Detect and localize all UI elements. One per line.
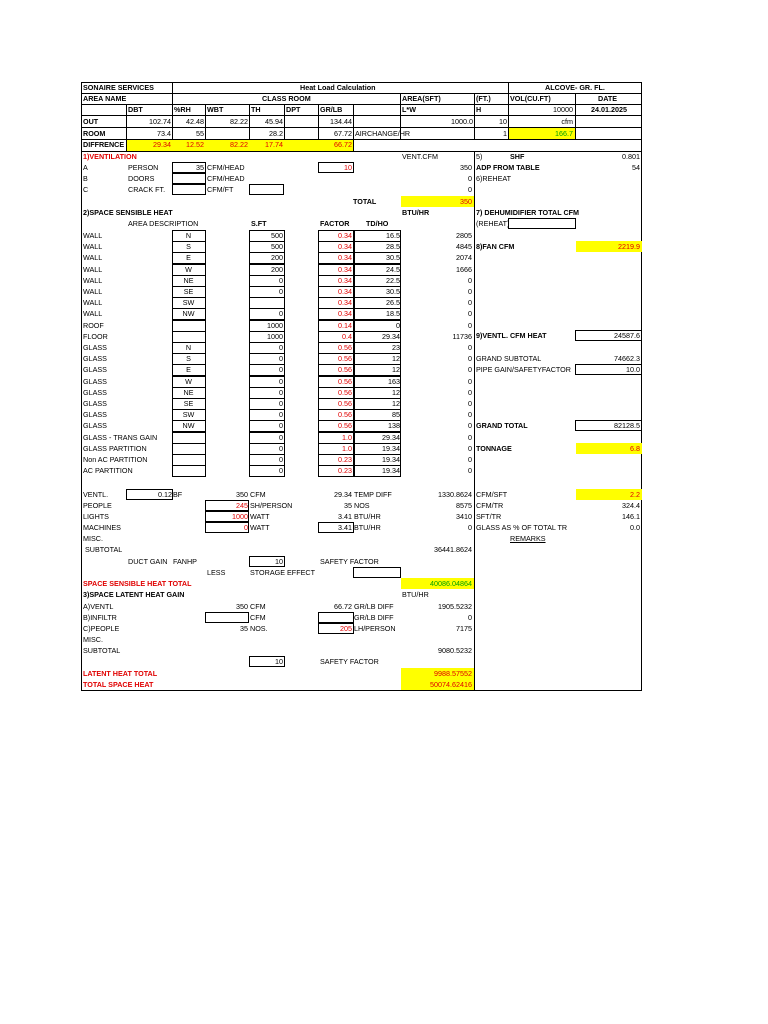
diff-rh: 12.52 [186,140,204,149]
ventl-cfm: 350 [236,490,248,499]
sensible-btu: 0 [468,377,472,386]
room-label: ROOM [83,129,106,138]
sensible-label: GLASS [83,354,107,363]
sensible-btu: 4845 [456,242,472,251]
sensible-label: GLASS [83,410,107,419]
sensible-sft[interactable]: 0 [279,433,283,442]
sensible-dir[interactable]: E [186,365,191,374]
fanhp-label: FANHP [173,557,197,566]
sensible-sft[interactable]: 200 [271,253,283,262]
less-label: LESS [207,568,226,577]
ventl-bf-label: BF [173,490,183,499]
reheat-label: 6)REHEAT [476,174,512,183]
sensible-factor: 0.56 [338,421,352,430]
sensible-td: 12 [392,354,400,363]
sensible-dir[interactable] [173,332,204,342]
grand-subtotal-label: GRAND SUBTOTAL [476,354,542,363]
tonnage-value: 6.8 [630,444,640,453]
latent-title: 3)SPACE LATENT HEAT GAIN [83,590,185,599]
sensible-btu: 2805 [456,231,472,240]
machines-value: 0 [468,523,472,532]
people-sh[interactable]: 245 [236,501,248,510]
tonnage-label: TONNAGE [476,444,512,453]
sensible-dir[interactable]: NW [182,421,195,430]
btuhr-label: BTU/HR [402,208,430,217]
sensible-factor: 0.56 [338,343,352,352]
sensible-factor: 0.4 [342,332,352,341]
sensible-factor: 0.56 [338,388,352,397]
sensible-btu: 11736 [452,332,472,341]
machines-watt-label: WATT [250,523,270,532]
vent-factor-person[interactable]: 10 [344,163,352,172]
pipe-gain-value[interactable]: 10.0 [626,365,640,374]
grand-subtotal-value: 74662.3 [614,354,640,363]
vent-cfm-heat-label: 9)VENTL. CFM HEAT [476,331,547,340]
vol-label: VOL(CU.FT) [510,94,551,103]
sensible-td: 12 [392,399,400,408]
sensible-label: GLASS [83,377,107,386]
sensible-td: 23 [392,343,400,352]
airchange-value: 1 [503,129,507,138]
room-dbt: 73.4 [157,129,171,138]
sensible-td: 30.5 [386,253,400,262]
sensible-factor: 0.56 [338,365,352,374]
sensible-td: 19.34 [382,444,400,453]
sft-tr-value: 146.1 [622,512,640,521]
h-label: H [476,105,482,114]
out-th: 45.94 [265,117,283,126]
vent-key-a: A [83,163,88,172]
sensible-label: WALL [83,265,103,274]
sensible-btu: 0 [468,388,472,397]
people-sh-label: SH/PERSON [250,501,293,510]
sensible-td: 163 [388,377,400,386]
sensible-sft[interactable]: 0 [279,365,283,374]
lat-ventl-cfm: 350 [236,602,248,611]
out-label: OUT [83,117,99,126]
sensible-label: GLASS [83,421,107,430]
vent-label-person: PERSON [128,163,159,172]
vent-total-label: TOTAL [353,197,377,206]
lights-watt[interactable]: 1000 [232,512,248,521]
vent-cfm-label: VENT.CFM [402,152,438,161]
sensible-td: 19.34 [382,455,400,464]
sensible-dir[interactable] [173,321,204,331]
diff-dbt: 29.34 [153,140,171,149]
sensible-factor: 0.56 [338,354,352,363]
sft-label: S.FT [251,219,267,228]
lights-watt-label: WATT [250,512,270,521]
lat-ventl-label: A)VENTL [83,602,114,611]
sensible-btu: 2074 [456,253,472,262]
date-label: DATE [598,94,618,103]
sensible-label: AC PARTITION [83,466,133,475]
sensible-sft[interactable]: 500 [271,231,283,240]
sensible-factor: 0.56 [338,377,352,386]
lat-people-label: C)PEOPLE [83,624,120,633]
diff-grlb: 66.72 [334,140,352,149]
sensible-dir[interactable] [173,466,204,476]
shf-label: SHF [510,152,525,161]
sensible-btu: 0 [468,309,472,318]
sensible-sft[interactable]: 0 [279,410,283,419]
reheat2-label: (REHEAT) [476,219,510,228]
sensible-label: WALL [83,298,103,307]
sensible-sft[interactable]: 1000 [267,321,283,330]
sensible-btu: 0 [468,466,472,475]
sensible-factor: 0.14 [338,321,352,330]
sensible-sft[interactable]: 0 [279,455,283,464]
sensible-factor: 0.34 [338,287,352,296]
remarks-label: REMARKS [510,534,546,543]
sensible-td: 26.5 [386,298,400,307]
lat-people-value: 7175 [456,624,472,633]
sensible-dir[interactable]: SW [182,298,195,307]
sensible-btu: 0 [468,276,472,285]
sensible-factor: 0.56 [338,410,352,419]
sensible-sft[interactable]: 0 [279,354,283,363]
sensible-sft[interactable]: 0 [279,421,283,430]
cfm-tr-label: CFM/TR [476,501,504,510]
sensible-dir[interactable]: S [186,242,191,251]
tsh-value: 50074.62416 [430,680,472,689]
vent-value-doors: 0 [468,174,472,183]
tdho-label: TD/HO [366,219,389,228]
room-rh: 55 [196,129,204,138]
sensible-td: 24.5 [386,265,400,274]
adp-value: 54 [632,163,640,172]
sensible-dir[interactable]: N [185,231,192,240]
sensible-btu: 0 [468,321,472,330]
vent-unit-person: CFM/HEAD [207,163,245,172]
sensible-btu: 0 [468,287,472,296]
sensible-label: GLASS PARTITION [83,444,147,453]
out-grlb: 134.44 [330,117,352,126]
vent-key-c: C [83,185,89,194]
sensible-td: 28.5 [386,242,400,251]
fan-cfm-label: 8)FAN CFM [476,242,515,251]
ventl-bf[interactable]: 0.12 [158,490,172,499]
storage-label: STORAGE EFFECT [250,568,315,577]
cfm-label: cfm [561,117,573,126]
sensible-td: 18.5 [386,309,400,318]
sensible-td: 19.34 [382,466,400,475]
sensible-label: GLASS [83,388,107,397]
sensible-btu: 0 [468,444,472,453]
diff-label: DIFFRENCE [83,140,125,149]
ventl-value: 1330.8624 [438,490,472,499]
lat-infil-value: 0 [468,613,472,622]
area-desc-label: AREA DESCRIPTION [128,219,199,228]
sensible-dir[interactable] [173,455,204,465]
subtotal-label: SUBTOTAL [85,545,123,554]
sensible-td: 138 [388,421,400,430]
machines-label: MACHINES [83,523,121,532]
lh-total-label: LATENT HEAT TOTAL [83,669,158,678]
sensible-label: WALL [83,309,103,318]
airchange-cfm: 166.7 [555,129,573,138]
people-label: PEOPLE [83,501,112,510]
lat-ventl-cfm-label: CFM [250,602,266,611]
sensible-dir[interactable]: W [185,377,192,386]
vent-value-person: 350 [460,163,472,172]
sensible-label: WALL [83,253,103,262]
sensible-factor: 1.0 [342,444,352,453]
people-nos: 35 [344,501,352,510]
date-value: 24.01.2025 [591,105,627,114]
lat-people-nos-label: NOS. [250,624,268,633]
sensible-label: Non AC PARTITION [83,455,148,464]
sensible-factor: 0.34 [338,309,352,318]
tsh-label: TOTAL SPACE HEAT [83,680,154,689]
col-wbt: WBT [207,105,224,114]
vent-unit-crack: CFM/FT [207,185,234,194]
cfm-sft-value: 2.2 [630,490,640,499]
safety-label: SAFETY FACTOR [320,557,379,566]
ventl-td: 29.34 [334,490,352,499]
sensible-label: GLASS [83,399,107,408]
location: ALCOVE- GR. FL. [545,83,605,92]
sensible-label: GLASS [83,365,107,374]
sensible-factor: 0.34 [338,298,352,307]
sensible-label: GLASS [83,343,107,352]
factor-label: FACTOR [320,219,350,228]
sensible-dir[interactable]: N [185,343,192,352]
sensible-td: 12 [392,388,400,397]
sensible-dir[interactable] [173,444,204,454]
grand-total-value: 82128.5 [614,421,640,430]
lat-ventl-gr: 66.72 [334,602,352,611]
sensible-dir[interactable]: SW [182,410,195,419]
grand-total-label: GRAND TOTAL [476,421,528,430]
sensible-sft[interactable] [250,298,283,308]
sensible-factor: 0.34 [338,265,352,274]
out-wbt: 82.22 [230,117,248,126]
vent-qty-person[interactable]: 35 [196,163,204,172]
dehum-label: 7) DEHUMIDIFIER TOTAL CFM [476,208,580,217]
sensible-sft[interactable]: 0 [279,276,283,285]
lights-label: LIGHTS [83,512,109,521]
sensible-sft[interactable]: 0 [279,287,283,296]
sensible-btu: 0 [468,455,472,464]
sensible-sft[interactable]: 0 [279,309,283,318]
diff-wbt: 82.22 [230,140,248,149]
sensible-btu: 0 [468,365,472,374]
out-dbt: 102.74 [149,117,171,126]
vent-value-crack: 0 [468,185,472,194]
ventl-td-label: TEMP DIFF [354,490,392,499]
lat-people-lh-label: LH/PERSON [354,624,396,633]
lat-people-lh[interactable]: 205 [340,624,352,633]
sensible-dir[interactable]: S [186,354,191,363]
adp-label: ADP FROM TABLE [476,163,540,172]
glass-pct-value: 0.0 [630,523,640,532]
misc-label: MISC. [83,534,103,543]
ventl-cfm-label: CFM [250,490,266,499]
ssh-total-value: 40086.04864 [430,579,472,588]
sensible-factor: 0.23 [338,466,352,475]
sft-tr-label: SFT/TR [476,512,502,521]
subtotal-value: 36441.8624 [434,545,472,554]
ventl-label: VENTL. [83,490,109,499]
height-value: 10 [499,117,507,126]
sensible-dir[interactable]: NW [182,309,195,318]
lat-safety-value[interactable]: 10 [275,657,283,666]
sensible-label: WALL [83,231,103,240]
sensible-sft[interactable]: 200 [271,265,283,274]
sensible-td: 85 [392,410,400,419]
pipe-gain-label: PIPE GAIN/SAFETYFACTOR [476,365,571,374]
lat-infil-label: B)INFILTR [83,613,117,622]
col-th: TH [251,105,261,114]
col-dbt: DBT [128,105,143,114]
sensible-dir[interactable]: SE [183,399,194,408]
sensible-factor: 0.34 [338,276,352,285]
lights-factor-label: BTU/HR [354,512,381,521]
sensible-btu: 1666 [456,265,472,274]
area-name-label: AREA NAME [83,94,127,103]
lat-people-nos: 35 [240,624,248,633]
lights-value: 3410 [456,512,472,521]
sensible-factor: 0.34 [338,242,352,251]
machines-watt[interactable]: 0 [244,523,248,532]
duct-value[interactable]: 10 [275,557,283,566]
shf-value: 0.801 [622,152,640,161]
sensible-sft[interactable]: 0 [279,399,283,408]
lh-total-value: 9988.57552 [434,669,472,678]
cfm-sft-label: CFM/SFT [476,490,508,499]
sensible-dir[interactable]: NE [183,388,194,397]
col-dpt: DPT [286,105,301,114]
sensible-factor: 0.23 [338,455,352,464]
sensible-title: 2)SPACE SENSIBLE HEAT [83,208,173,217]
sensible-dir[interactable]: W [185,265,192,274]
diff-th: 17.74 [265,140,283,149]
vent-cfm-heat-value: 24587.6 [614,331,640,340]
sensible-dir[interactable]: NE [183,276,194,285]
room-grlb: 67.72 [334,129,352,138]
glass-pct-label: GLASS AS % OF TOTAL TR [476,523,568,532]
sensible-td: 12 [392,365,400,374]
sensible-sft[interactable]: 0 [279,444,283,453]
vent-key-b: B [83,174,88,183]
area-value: 1000.0 [451,117,473,126]
people-nos-label: NOS [354,501,370,510]
machines-factor-label: BTU/HR [354,523,381,532]
sheet-title: Heat Load Calculation [300,83,376,92]
sensible-dir[interactable]: E [186,253,191,262]
fan-cfm-value: 2219.9 [618,242,640,251]
sensible-label: GLASS - TRANS GAIN [83,433,158,442]
people-value: 8575 [456,501,472,510]
cfm-tr-value: 324.4 [622,501,640,510]
sensible-sft[interactable]: 0 [279,388,283,397]
vol-value: 10000 [553,105,573,114]
sensible-btu: 0 [468,343,472,352]
sensible-sft[interactable]: 0 [279,343,283,352]
sensible-factor: 0.34 [338,253,352,262]
room-th: 28.2 [269,129,283,138]
sensible-label: WALL [83,276,103,285]
sensible-sft[interactable]: 500 [271,242,283,251]
sensible-dir[interactable]: SE [183,287,194,296]
vent-unit-doors: CFM/HEAD [207,174,245,183]
lat-infil-gr-label: GR/LB DIFF [354,613,394,622]
sensible-label: WALL [83,242,103,251]
sensible-factor: 0.56 [338,399,352,408]
lat-misc-label: MISC. [83,635,103,644]
company-name: SONAIRE SERVICES [83,83,154,92]
item5-label: 5) [476,152,483,161]
sensible-td: 0 [396,321,400,330]
lights-factor: 3.41 [338,512,352,521]
ventilation-title: 1)VENTILATION [83,152,137,161]
sensible-btu: 0 [468,410,472,419]
sensible-td: 16.5 [386,231,400,240]
sensible-btu: 0 [468,298,472,307]
sensible-sft[interactable]: 1000 [267,332,283,341]
sensible-sft[interactable]: 0 [279,466,283,475]
sensible-td: 30.5 [386,287,400,296]
ssh-total-label: SPACE SENSIBLE HEAT TOTAL [83,579,192,588]
lw-label: L*W [402,105,416,114]
sensible-dir[interactable] [173,433,204,443]
lat-subtotal-label: SUBTOTAL [83,646,121,655]
col-grlb: GR/LB [320,105,343,114]
sensible-factor: 1.0 [342,433,352,442]
vent-label-doors: DOORS [128,174,155,183]
sensible-label: WALL [83,287,103,296]
height-label: (FT.) [476,94,491,103]
area-sft-label: AREA(SFT) [402,94,441,103]
duct-gain-label: DUCT GAIN [128,557,168,566]
lat-ventl-value: 1905.5232 [438,602,472,611]
sensible-btu: 0 [468,399,472,408]
out-rh: 42.48 [186,117,204,126]
sensible-btu: 0 [468,433,472,442]
latent-btuhr-label: BTU/HR [402,590,429,599]
vent-total-value: 350 [460,197,472,206]
sensible-label: FLOOR [83,332,108,341]
airchange-label: AIRCHANGE/HR [355,129,411,138]
sensible-label: ROOF [83,321,104,330]
machines-factor: 3.41 [338,523,352,532]
sensible-sft[interactable]: 0 [279,377,283,386]
area-name: CLASS ROOM [262,94,311,103]
sensible-btu: 0 [468,354,472,363]
vent-label-crack: CRACK FT. [128,185,166,194]
lat-subtotal-value: 9080.5232 [438,646,472,655]
lat-ventl-gr-label: GR/LB DIFF [354,602,394,611]
sensible-factor: 0.34 [338,231,352,240]
lat-infil-cfm-label: CFM [250,613,266,622]
sensible-td: 22.5 [386,276,400,285]
col-rh: %RH [174,105,191,114]
lat-safety-label: SAFETY FACTOR [320,657,379,666]
sensible-td: 29.34 [382,332,400,341]
sensible-btu: 0 [468,421,472,430]
sensible-td: 29.34 [382,433,400,442]
